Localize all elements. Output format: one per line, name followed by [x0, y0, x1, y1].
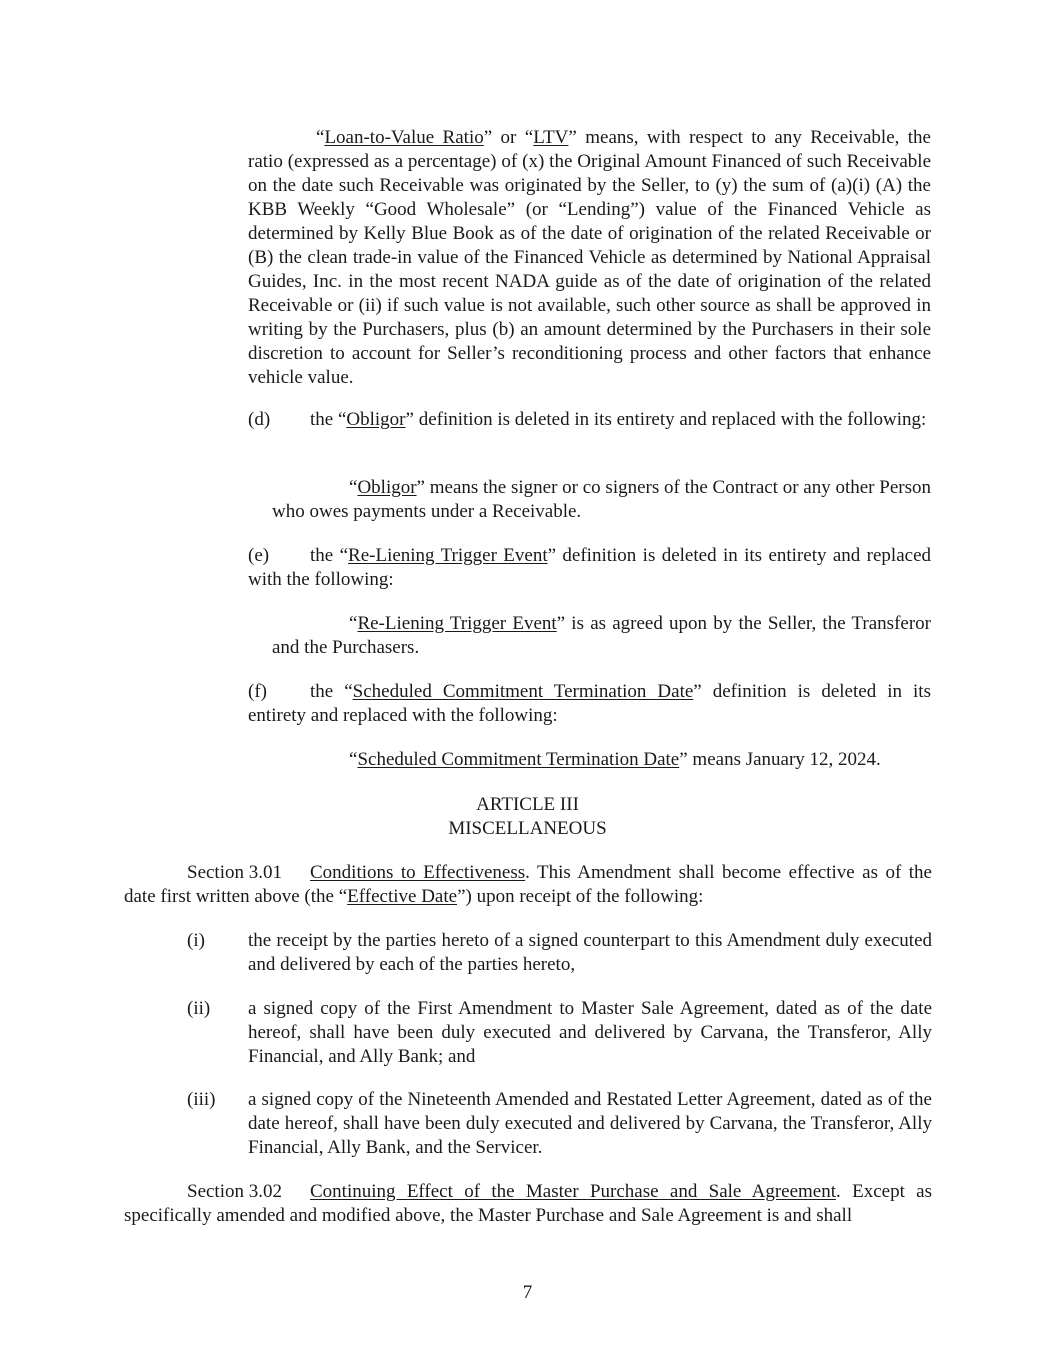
- open-quote: “: [349, 477, 358, 498]
- article-title: MISCELLANEOUS: [448, 818, 607, 839]
- clause-label: (f): [248, 681, 267, 702]
- clause-label: (e): [248, 545, 270, 566]
- clause-f: [248, 680, 931, 728]
- section-number: Section 3.01: [187, 862, 282, 883]
- section-heading: Continuing Effect of the Master Purchase and Sale Agreement: [310, 1181, 837, 1202]
- clause-text-after: ” definition is deleted in its entirety and replaced with the following:: [248, 545, 932, 590]
- defined-term-effective-date: Effective Date: [347, 886, 458, 907]
- condition-text: a signed copy of the Nineteenth Amended and Restated Letter Agreement, dated as of the date hereof, shall have been duly executed and delivered by Carvana, the Transferor, Ally Financial, Ally Bank, and the Servicer.: [248, 1089, 932, 1158]
- clause-text-after: ” definition is deleted in its entirety and replaced with the following:: [248, 681, 931, 726]
- defined-term-obligor: Obligor: [357, 477, 417, 498]
- page-number: 7: [522, 1282, 533, 1303]
- defined-term-reliening: Re-Liening Trigger Event: [357, 613, 557, 634]
- defined-term-sctd: Scheduled Commitment Termination Date: [352, 681, 694, 702]
- definition-text: ” means January 12, 2024.: [679, 749, 881, 770]
- clause-e: [248, 544, 931, 592]
- condition-number: (iii): [187, 1089, 216, 1110]
- clause-label: (d): [248, 409, 271, 430]
- ltv-definition-text: ” means, with respect to any Receivable, the ratio (expressed as a percentage) of (x) the Original Amount Financed of such Receivable on the date such Receivable was originated by the Seller, to (y) the sum of (a)(i) (A) the KBB Weekly “Good Wholesale” (or “Lending”) value of the Financed Vehicle as determined by Kelly Blue Book as of the date of origination of the related Receivable or (B) the clean trade-in value of the Financed Vehicle as determined by National Appraisal Guides, Inc. in the most recent NADA guide as of the date of origination of the related Receivable or (ii) if such value is not available, such other source as shall be approved in writing by the Purchasers, plus (b) an amount determined by the Purchasers in their sole discretion to account for Seller’s reconditioning process and other factors that enhance vehicle value.: [248, 127, 931, 388]
- section-heading: Conditions to Effectiveness: [310, 862, 526, 883]
- section-3-01: [124, 861, 932, 909]
- article-number: ARTICLE III: [476, 794, 579, 815]
- clause-text-after: ” definition is deleted in its entirety and replaced with the following:: [405, 409, 927, 430]
- definition-obligor: [272, 476, 931, 524]
- clause-text-before: the “: [310, 681, 353, 702]
- section-text: . Except as specifically amended and modified above, the Master Purchase and Sale Agreement is and shall: [124, 1181, 932, 1226]
- clause-text-before: the “: [310, 409, 347, 430]
- defined-term-reliening: Re-Liening Trigger Event: [348, 545, 548, 566]
- section-number: Section 3.02: [187, 1181, 282, 1202]
- open-quote: “: [349, 613, 358, 634]
- definition-sctd: [272, 748, 931, 772]
- defined-term-ltv: LTV: [533, 127, 569, 148]
- condition-number: (ii): [187, 998, 211, 1019]
- defined-term-obligor: Obligor: [346, 409, 406, 430]
- quote-separator: ” or “: [483, 127, 534, 148]
- definition-reliening: [272, 612, 931, 660]
- condition-item: [187, 1088, 932, 1160]
- section-text: ”) upon receipt of the following:: [457, 886, 704, 907]
- condition-number: (i): [187, 930, 205, 951]
- defined-term-ltv-ratio: Loan-to-Value Ratio: [324, 127, 484, 148]
- condition-text: the receipt by the parties hereto of a signed counterpart to this Amendment duly executed and delivered by each of the parties hereto,: [248, 930, 932, 975]
- definition-text: ” is as agreed upon by the Seller, the Transferor and the Purchasers.: [272, 613, 931, 658]
- clause-d: [248, 408, 931, 432]
- section-3-02: [124, 1180, 932, 1228]
- condition-text: a signed copy of the First Amendment to Master Sale Agreement, dated as of the date hereof, shall have been duly executed and delivered by Carvana, the Transferor, Ally Financial, and Ally Bank; and: [248, 998, 932, 1067]
- section-text: . This Amendment shall become effective as of the date first written above (the “: [124, 862, 932, 907]
- condition-item: [187, 929, 932, 977]
- clause-text-before: the “: [310, 545, 349, 566]
- condition-item: [187, 997, 932, 1069]
- ltv-definition: [248, 126, 931, 390]
- open-quote: “: [316, 127, 325, 148]
- defined-term-sctd: Scheduled Commitment Termination Date: [357, 749, 680, 770]
- definition-text: ” means the signer or co signers of the Contract or any other Person who owes payments under a Receivable.: [272, 477, 931, 522]
- open-quote: “: [349, 749, 358, 770]
